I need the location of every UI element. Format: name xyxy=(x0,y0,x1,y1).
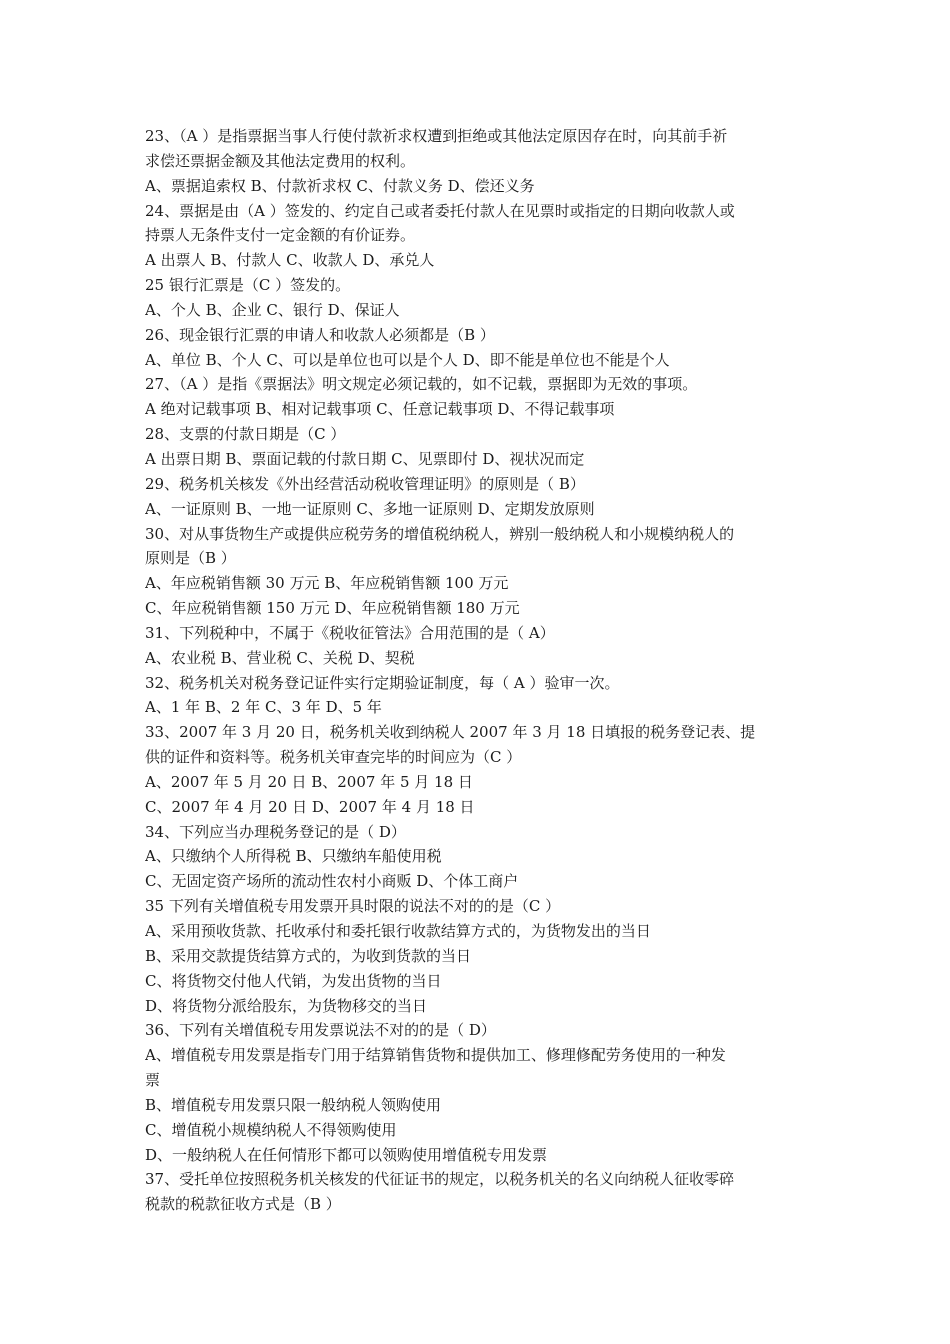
text-line: C、无固定资产场所的流动性农村小商贩 D、个体工商户 xyxy=(145,872,519,891)
text-line: 28、支票的付款日期是（C ） xyxy=(145,425,346,444)
text-line: A 绝对记载事项 B、相对记载事项 C、任意记载事项 D、不得记载事项 xyxy=(145,400,615,419)
text-line: A、农业税 B、营业税 C、关税 D、契税 xyxy=(145,648,415,667)
text-line: A 出票人 B、付款人 C、收款人 D、承兑人 xyxy=(145,251,435,270)
text-line: 原则是（B ） xyxy=(145,549,236,568)
text-line: 30、对从事货物生产或提供应税劳务的增值税纳税人，辨别一般纳税人和小规模纳税人的 xyxy=(145,524,735,543)
text-line: 35 下列有关增值税专用发票开具时限的说法不对的的是（C ） xyxy=(145,897,561,916)
text-line: A、票据追索权 B、付款祈求权 C、付款义务 D、偿还义务 xyxy=(145,176,535,195)
text-line: A、只缴纳个人所得税 B、只缴纳车船使用税 xyxy=(145,847,442,866)
text-line: C、2007 年 4 月 20 日 D、2007 年 4 月 18 日 xyxy=(145,797,475,816)
text-line: 29、税务机关核发《外出经营活动税收管理证明》的原则是（ B） xyxy=(145,474,585,493)
text-line: 32、税务机关对税务登记证件实行定期验证制度，每（ A ）验审一次。 xyxy=(145,673,620,692)
text-line: 31、下列税种中，不属于《税收征管法》合用范围的是（ A） xyxy=(145,623,555,642)
text-line: B、采用交款提货结算方式的，为收到货款的当日 xyxy=(145,946,472,965)
text-line: A、1 年 B、2 年 C、3 年 D、5 年 xyxy=(145,698,382,717)
text-line: 25 银行汇票是（C ）签发的。 xyxy=(145,276,351,295)
text-line: 税款的税款征收方式是（B ） xyxy=(145,1195,341,1214)
text-line: 24、票据是由（A ）签发的、约定自己或者委托付款人在见票时或指定的日期向收款人或 xyxy=(145,201,735,220)
text-line: C、增值税小规模纳税人不得领购使用 xyxy=(145,1120,397,1139)
text-line: D、将货物分派给股东，为货物移交的当日 xyxy=(145,996,428,1015)
text-line: C、将货物交付他人代销，为发出货物的当日 xyxy=(145,971,442,990)
text-line: 34、下列应当办理税务登记的是（ D） xyxy=(145,822,406,841)
text-line: A、一证原则 B、一地一证原则 C、多地一证原则 D、定期发放原则 xyxy=(145,499,595,518)
text-line: A、2007 年 5 月 20 日 B、2007 年 5 月 18 日 xyxy=(145,772,473,791)
text-line: 36、下列有关增值税专用发票说法不对的的是（ D） xyxy=(145,1021,496,1040)
text-line: A、年应税销售额 30 万元 B、年应税销售额 100 万元 xyxy=(145,574,509,593)
text-line: 37、受托单位按照税务机关核发的代征证书的规定，以税务机关的名义向纳税人征收零碎 xyxy=(145,1170,735,1189)
text-line: 23、（A ）是指票据当事人行使付款祈求权遭到拒绝或其他法定原因存在时，向其前手祈 xyxy=(145,127,728,145)
text-line: 供的证件和资料等。税务机关审查完毕的时间应为（C ） xyxy=(145,748,522,767)
text-line: B、增值税专用发票只限一般纳税人领购使用 xyxy=(145,1095,442,1114)
text-line: 持票人无条件支付一定金额的有价证券。 xyxy=(145,226,416,245)
text-line: D、一般纳税人在任何情形下都可以领购使用增值税专用发票 xyxy=(145,1145,548,1164)
text-line: A、增值税专用发票是指专门用于结算销售货物和提供加工、修理修配劳务使用的一种发 xyxy=(145,1046,726,1065)
text-line: A 出票日期 B、票面记载的付款日期 C、见票即付 D、视状况而定 xyxy=(145,449,585,468)
text-line: 求偿还票据金额及其他法定费用的权利。 xyxy=(145,151,416,170)
text-line: 27、（A ）是指《票据法》明文规定必须记载的，如不记载，票据即为无效的事项。 xyxy=(145,375,698,394)
text-line: A、采用预收货款、托收承付和委托银行收款结算方式的，为货物发出的当日 xyxy=(145,922,651,940)
text-line: C、年应税销售额 150 万元 D、年应税销售额 180 万元 xyxy=(145,599,520,618)
text-line: 33、2007 年 3 月 20 日，税务机关收到纳税人 2007 年 3 月 18 日填报的税务登记表、提 xyxy=(145,723,756,742)
text-line: 票 xyxy=(145,1071,161,1090)
document-body xyxy=(145,124,810,1217)
text-line: 26、现金银行汇票的申请人和收款人必须都是（B ） xyxy=(145,325,495,344)
text-line: A、单位 B、个人 C、可以是单位也可以是个人 D、即不能是单位也不能是个人 xyxy=(145,350,670,369)
text-line: A、个人 B、企业 C、银行 D、保证人 xyxy=(145,300,400,319)
